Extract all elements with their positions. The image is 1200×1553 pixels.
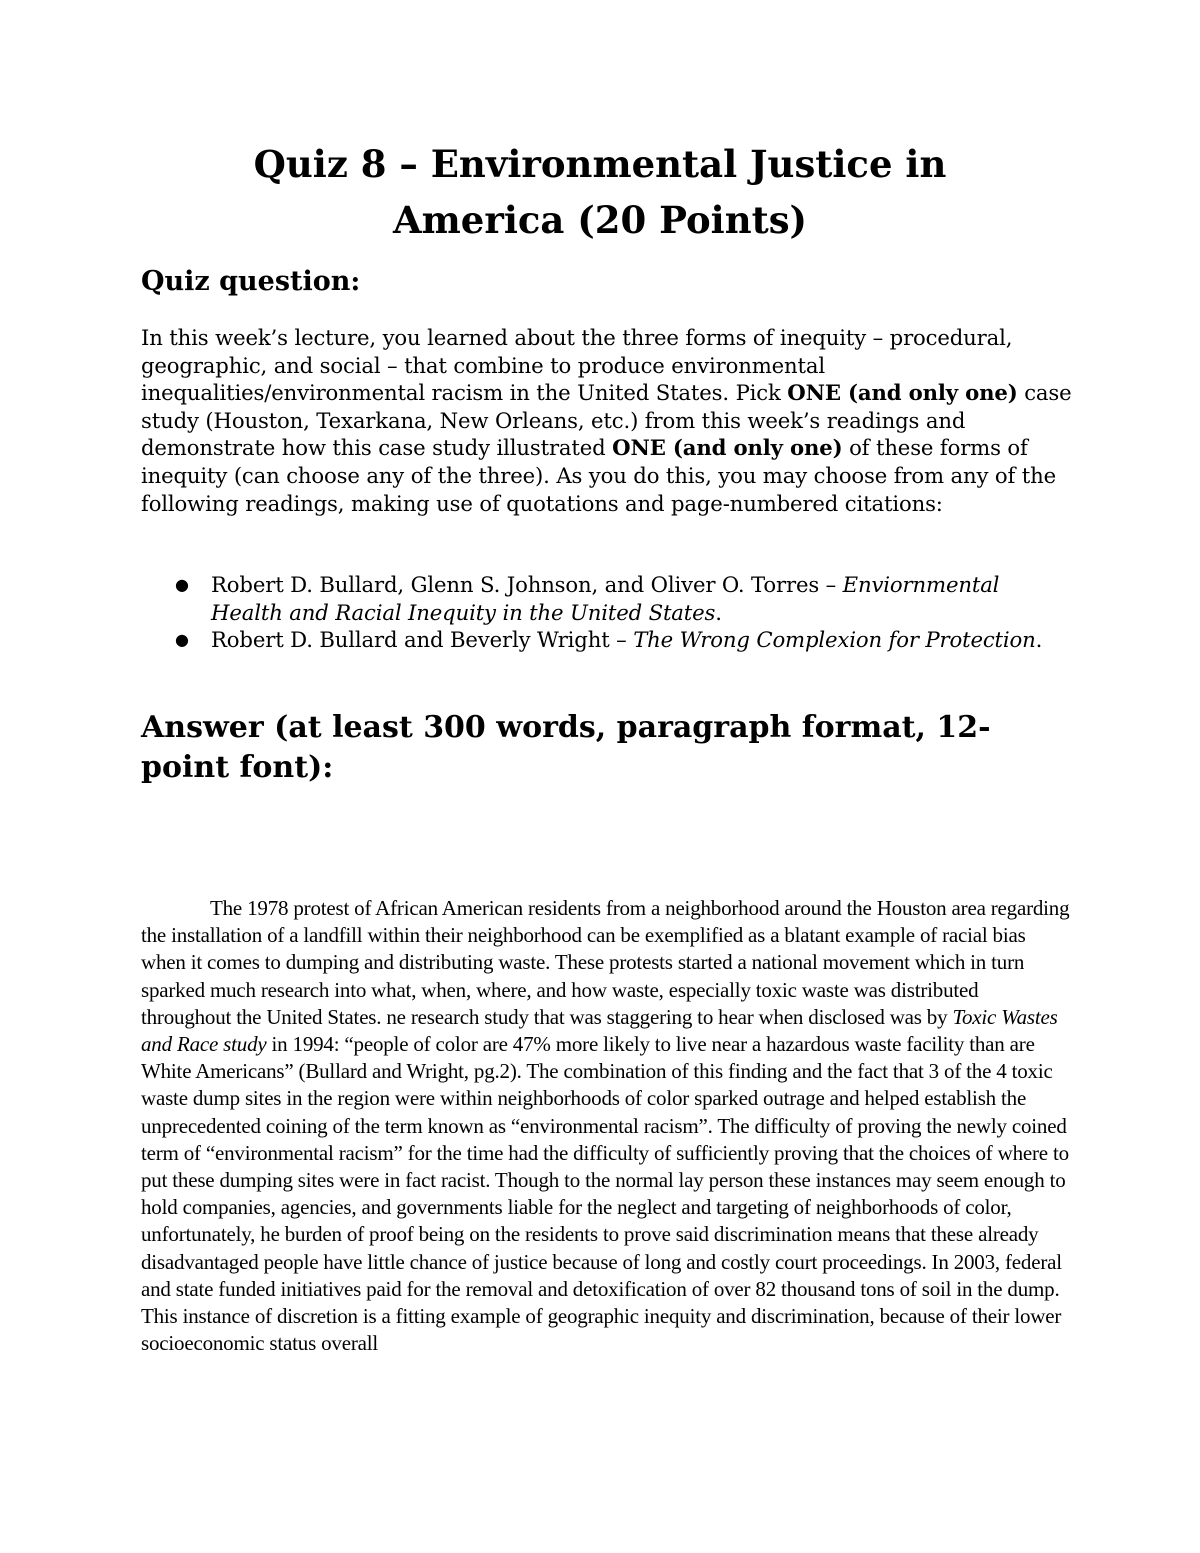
- reading-end: .: [715, 599, 722, 625]
- question-part-3: of these forms of inequity (can choose any of the three). As you do this, you may choose from any of the following readings, making use of quotations and page-numbered citations:: [141, 435, 1057, 516]
- readings-list: [141, 571, 1076, 654]
- answer-part-2: in 1994: “people of color are 47% more likely to live near a hazardous waste facility than are White Americans” (Bullard and Wright, pg.2). The combination of this finding and the fact that 3 of the 4 toxic waste dump sites in the region were within neighborhoods of color sparked outrage and helped establish the unprecedented coining of the term known as “environmental racism”. The difficulty of proving the newly coined term of “environmental racism” for the time had the difficulty of sufficiently proving that the choices of where to put these dumping sites were in fact racist. Though to the normal lay person these instances may seem enough to hold companies, agencies, and governments liable for the neglect and targeting of neighborhoods of color, unfortunately, he burden of proof being on the residents to prove said discrimination means that these already disadvantaged people have little chance of justice because of long and costly court proceedings. In 2003, federal and state funded initiatives paid for the removal and detoxification of over 82 thousand tons of soil in the dump. This instance of discretion is a fitting example of geographic inequity and discrimination, because of their lower socioeconomic status overall: [141, 1032, 1069, 1356]
- question-heading: Quiz question:: [141, 266, 361, 297]
- document-title: [140, 136, 1060, 248]
- title-line-2: America (20 Points): [392, 198, 808, 242]
- question-text: [141, 324, 1076, 517]
- title-line-1: Quiz 8 – Environmental Justice in: [253, 142, 947, 186]
- reading-title: The Wrong Complexion for Protection: [633, 627, 1036, 653]
- answer-part-1: The 1978 protest of African American residents from a neighborhood around the Houston area regarding the installation of a landfill within their neighborhood can be exemplified as a blatant example of racial bias when it comes to dumping and distributing waste. These protests started a national movement which in turn sparked much research into what, when, where, and how waste, especially toxic waste was distributed throughout the United States. ne research study that was staggering to hear when disclosed was by: [141, 896, 1070, 1029]
- question-part-1: In this week’s lecture, you learned about the three forms of inequity – procedural, geographic, and social – that combine to produce environmental inequalities/environmental racism in the United States. Pick: [141, 325, 1013, 406]
- question-part-2: case study (Houston, Texarkana, New Orleans, etc.) from this week’s readings and demonstrate how this case study illustrated: [141, 380, 1072, 461]
- answer-study-title: Toxic Wastes and Race study: [141, 1004, 1058, 1057]
- reading-authors: Robert D. Bullard and Beverly Wright –: [211, 627, 634, 653]
- question-emphasis-2: ONE (and only one): [612, 435, 843, 461]
- reading-title: Enviornmental Health and Racial Inequity in the United States: [211, 572, 1000, 625]
- bullet-icon: ●: [175, 630, 189, 650]
- reading-item: [141, 571, 1076, 626]
- answer-heading: Answer (at least 300 words, paragraph format, 12-point font):: [141, 710, 991, 785]
- answer-paragraph: [141, 895, 1071, 1357]
- question-emphasis-1: ONE (and only one): [787, 380, 1018, 406]
- reading-item: [141, 626, 1076, 654]
- reading-authors: Robert D. Bullard, Glenn S. Johnson, and Oliver O. Torres –: [211, 572, 843, 597]
- bullet-icon: ●: [175, 575, 189, 594]
- reading-end: .: [1035, 627, 1043, 653]
